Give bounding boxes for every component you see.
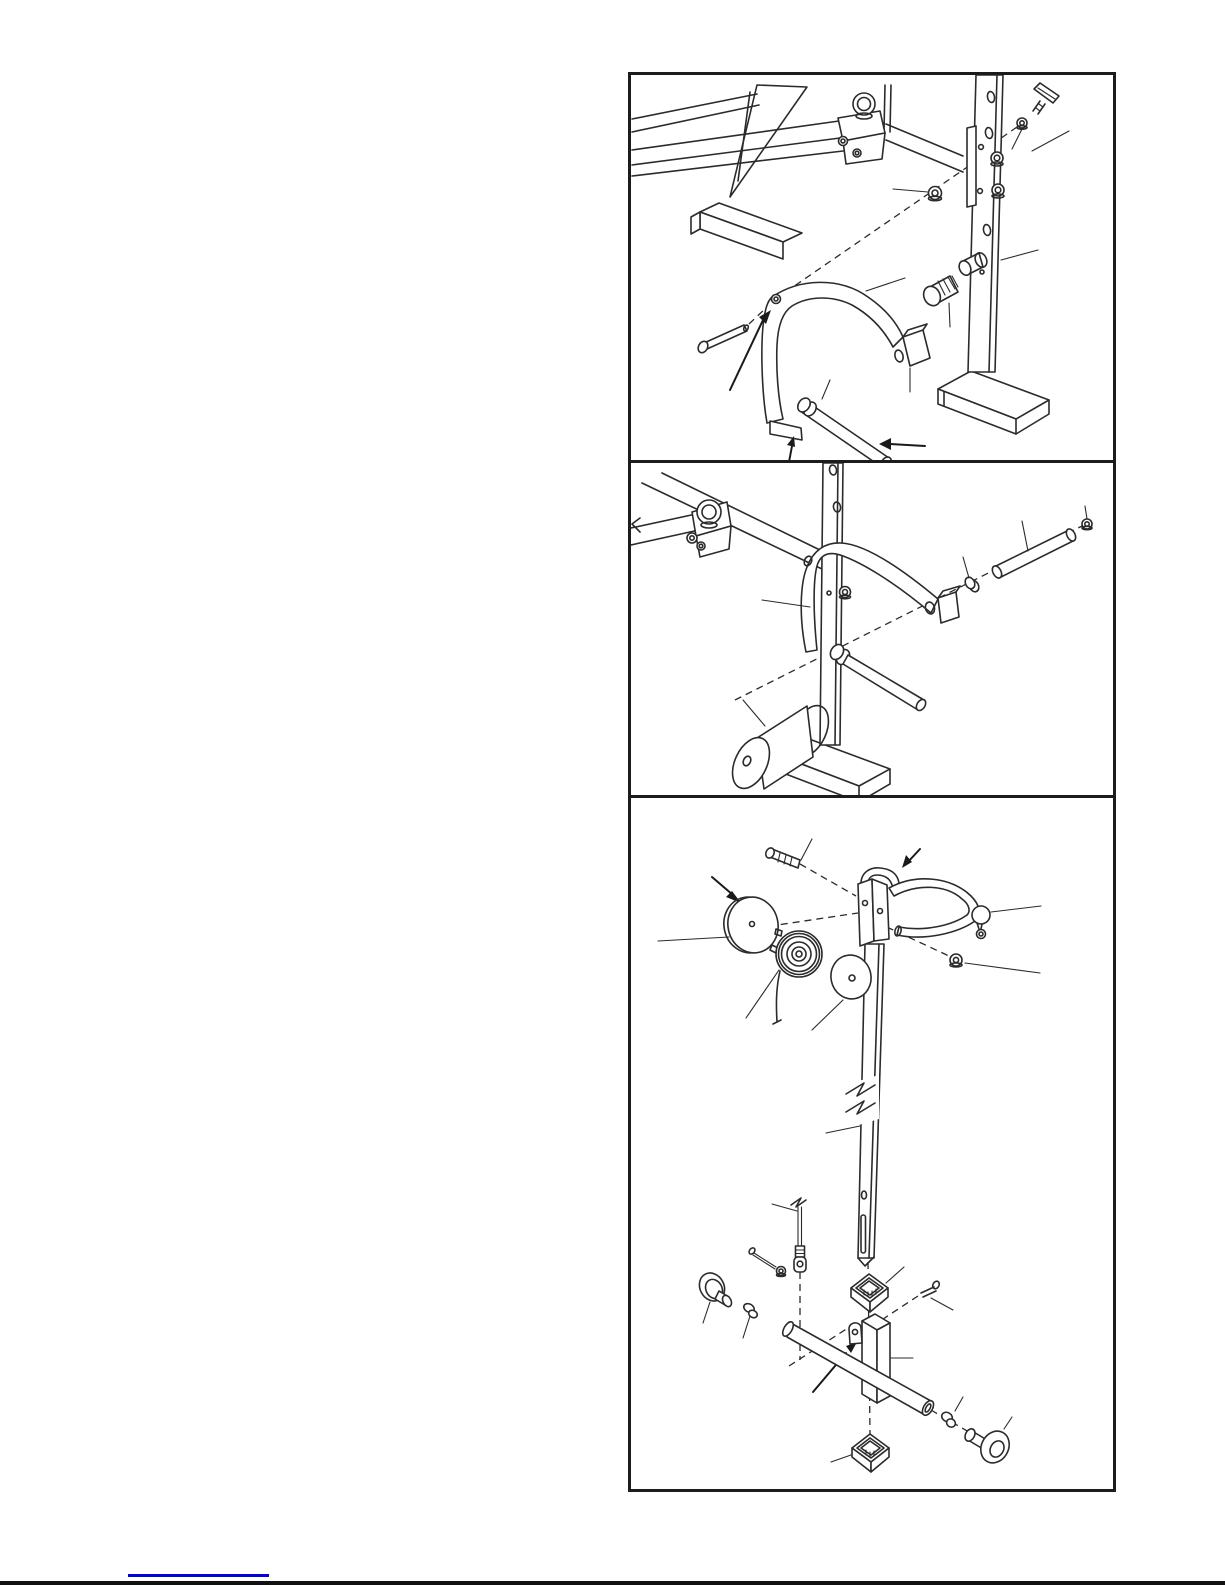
leader-line: [831, 1455, 851, 1462]
carriage-bolt: [764, 839, 812, 868]
leader-line: [886, 1267, 904, 1283]
leader-line: [1085, 506, 1087, 519]
inner-end-cap: [963, 1417, 1015, 1468]
center-flange-nut: [893, 187, 942, 201]
spacer-bushing-left: [742, 1302, 758, 1338]
figure-3-panel: [631, 795, 1113, 1489]
flange-nut: [1082, 506, 1092, 530]
hex-bolt: [696, 324, 749, 354]
bench-frame: [631, 473, 822, 569]
leader-line: [1004, 1417, 1012, 1429]
square-end-cap-bottom: [831, 1434, 889, 1472]
figure-stack: [628, 72, 1116, 1492]
bench-frame: [632, 85, 963, 259]
adjustment-knob: [853, 93, 875, 115]
hex-bolt-small: [921, 1280, 953, 1310]
leader-line: [1022, 521, 1028, 551]
curved-support-arm: [762, 278, 930, 440]
sleeve-tube: [990, 521, 1077, 580]
leader-line: [931, 1298, 953, 1310]
figure-3-drawing: [631, 798, 1113, 1489]
figure-1-drawing: [631, 75, 1113, 460]
leader-line: [658, 937, 729, 941]
arm-end-block: [903, 330, 930, 366]
outer-end-cap: [695, 1269, 734, 1323]
figure-1-panel: [631, 75, 1113, 460]
leader-line: [955, 1397, 963, 1411]
pivot-rod: [828, 642, 928, 712]
pulley-cover-disc: [658, 892, 783, 957]
cable-bracket: [858, 868, 899, 946]
leader-line: [893, 189, 928, 192]
footer-link-underline[interactable]: [128, 1574, 269, 1577]
leader-line: [1012, 129, 1022, 149]
leader-line: [866, 278, 905, 291]
figure-2-panel: [631, 460, 1113, 795]
leader-line: [801, 839, 812, 860]
upright-post: [820, 463, 843, 745]
t-foot-stabilizer: [938, 371, 1049, 434]
footer-rule: [0, 1581, 1225, 1585]
leader-line: [991, 906, 1041, 912]
leader-line: [822, 380, 830, 399]
handle-with-ball: [889, 879, 1041, 939]
leader-line: [1032, 131, 1069, 151]
leader-line: [949, 303, 950, 327]
figure-2-drawing: [631, 463, 1113, 795]
upright-post: [967, 75, 1038, 372]
spacer: [963, 557, 981, 593]
adjustment-knob: [697, 500, 721, 524]
mounted-flange-nut: [840, 587, 851, 599]
leader-line: [1001, 250, 1038, 260]
leader-line: [746, 970, 779, 1018]
leader-line: [703, 1302, 710, 1323]
pivot-tab: [849, 1323, 862, 1344]
leader-line: [743, 700, 765, 726]
leader-line: [812, 1000, 843, 1030]
threaded-bumper: [921, 276, 958, 327]
leader-line: [965, 963, 1040, 973]
flange-nut: [950, 954, 1040, 973]
clamp-assembly: [838, 93, 885, 164]
leader-line: [963, 557, 969, 578]
spacer-bushing-right: [940, 1397, 963, 1429]
t-knob-bolt: [1012, 83, 1069, 151]
leader-line: [826, 1126, 860, 1133]
cable-with-clevis: [772, 1198, 806, 1272]
leader-line: [772, 1204, 797, 1211]
pivot-rod: [795, 380, 893, 460]
leader-line: [743, 1316, 750, 1338]
clevis-nut: [748, 1247, 786, 1277]
square-end-cap-top: [851, 1267, 904, 1312]
ball-knob: [972, 906, 990, 924]
